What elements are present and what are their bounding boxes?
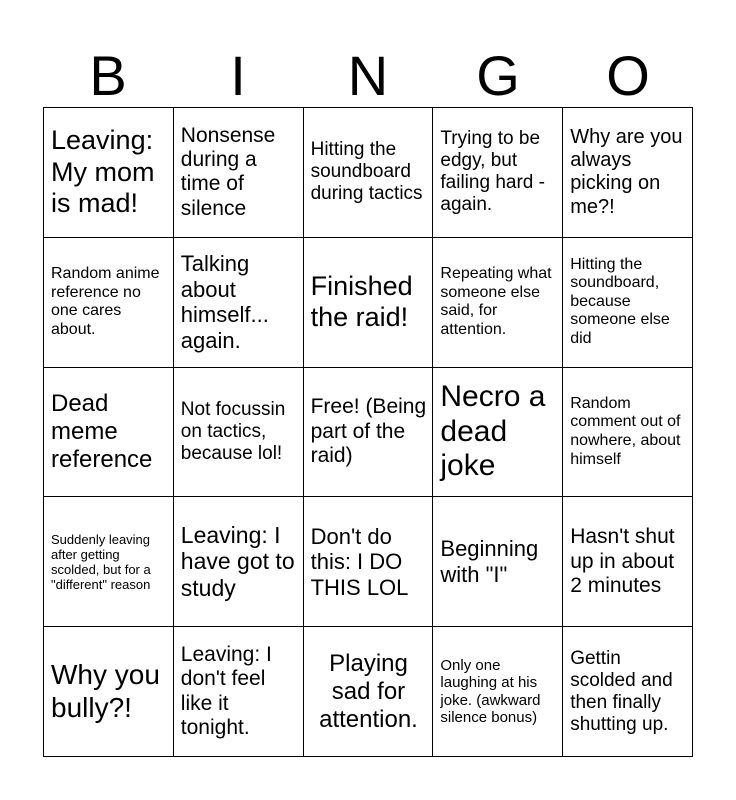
cell-text: Don't do this: I DO THIS LOL — [310, 523, 409, 600]
cell-text: Beginning with "I" — [440, 536, 539, 587]
bingo-cell-r1c4[interactable] — [433, 108, 563, 238]
cell-text: Dead meme reference — [51, 390, 153, 473]
bingo-cell-r5c5[interactable] — [563, 627, 693, 757]
cell-text: Leaving: I don't feel like it tonight. — [180, 642, 272, 739]
header-letter-b: B — [89, 44, 127, 107]
bingo-header — [43, 44, 693, 108]
bingo-cell-r5c4[interactable] — [433, 627, 563, 757]
cell-text: Hasn't shut up in about 2 minutes — [570, 525, 675, 597]
cell-text: Random anime reference no one cares about. — [51, 265, 160, 338]
bingo-card-grid — [43, 107, 693, 757]
cell-text: Repeating what someone else said, for attention. — [440, 265, 552, 338]
cell-text: Why are you always picking on me?! — [570, 126, 683, 218]
bingo-cell-r3c1[interactable] — [44, 368, 174, 498]
cell-text: Leaving: I have got to study — [180, 521, 295, 602]
cell-text: Hitting the soundboard during tactics — [310, 139, 423, 205]
bingo-cell-r4c2[interactable] — [174, 497, 304, 627]
bingo-cell-r5c1[interactable] — [44, 627, 174, 757]
bingo-cell-r2c1[interactable] — [44, 238, 174, 368]
bingo-cell-r5c2[interactable] — [174, 627, 304, 757]
cell-text: Trying to be edgy, but failing hard - again. — [440, 128, 545, 216]
bingo-cell-r1c3[interactable] — [304, 108, 434, 238]
cell-text: Leaving: My mom is mad! — [51, 125, 155, 219]
header-letter-n: N — [347, 44, 389, 107]
cell-text: Only one laughing at his joke. (awkward silence bonus) — [440, 656, 541, 726]
bingo-cell-r2c4[interactable] — [433, 238, 563, 368]
bingo-cell-r4c5[interactable] — [563, 497, 693, 627]
bingo-cell-r3c4[interactable] — [433, 368, 563, 498]
cell-text: Not focussin on tactics, because lol! — [180, 398, 286, 464]
cell-text: Necro a dead joke — [440, 379, 546, 483]
cell-text: Gettin scolded and then finally shutting up. — [570, 647, 673, 735]
cell-text: Free! (Being part of the raid) — [310, 395, 427, 468]
bingo-cell-r1c5[interactable] — [563, 108, 693, 238]
header-letter-g: G — [476, 44, 520, 107]
cell-text: Nonsense during a time of silence — [180, 123, 276, 220]
bingo-cell-r3c5[interactable] — [563, 368, 693, 498]
bingo-cell-r2c3[interactable] — [304, 238, 434, 368]
cell-text: Hitting the soundboard, because someone else did — [570, 255, 670, 348]
bingo-cell-r5c3[interactable] — [304, 627, 434, 757]
cell-text: Talking about himself... again. — [180, 251, 269, 353]
cell-text: Random comment out of nowhere, about himself — [570, 394, 681, 468]
bingo-cell-r4c1[interactable] — [44, 497, 174, 627]
bingo-cell-r3c3[interactable] — [304, 368, 434, 498]
cell-text: Playing sad for attention. — [319, 649, 418, 733]
cell-text: Finished the raid! — [310, 270, 413, 333]
cell-text: Suddenly leaving after getting scolded, but for a "different" reason — [51, 531, 151, 592]
bingo-cell-r2c5[interactable] — [563, 238, 693, 368]
header-letter-i: I — [230, 44, 246, 107]
bingo-cell-r4c4[interactable] — [433, 497, 563, 627]
bingo-cell-r2c2[interactable] — [174, 238, 304, 368]
bingo-cell-r1c1[interactable] — [44, 108, 174, 238]
bingo-cell-r1c2[interactable] — [174, 108, 304, 238]
header-letter-o: O — [606, 44, 650, 107]
cell-text: Why you bully?! — [51, 659, 160, 723]
bingo-cell-r4c3[interactable] — [304, 497, 434, 627]
bingo-cell-r3c2[interactable] — [174, 368, 304, 498]
